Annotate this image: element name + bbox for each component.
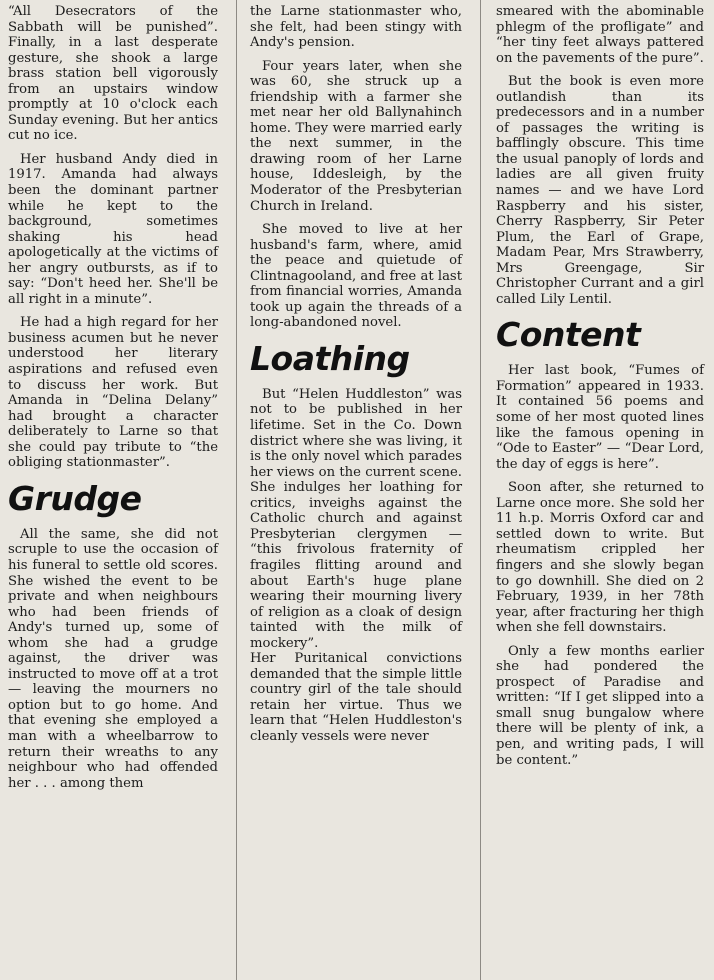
paragraph: He had a high regard for her business acumen but he never understood her literary aspirations and refused even to discuss her work. But Amanda in “Delina Delany” had brought a character deliberately to Larne so that she could pay tribute to “the obliging stationmaster”. [8,315,218,471]
column-rule [236,0,237,980]
paragraph: But the book is even more outlandish than its predecessors and in a number of passages the writing is bafflingly obscure. This time the usual panoply of lords and ladies are all given fruity names — and we have Lord Raspberry and his sister, Cherry Raspberry, Sir Peter Plum, the Earl of Grape, Madam Pear, Mrs Strawberry, Mrs Greengage, Sir Christopher Currant and a girl called Lily Lentil. [496,74,704,307]
paragraph: smeared with the abominable phlegm of the profligate” and “her tiny feet always pattered on the pavements of the pure”. [496,4,704,66]
section-heading-grudge: Grudge [8,478,142,518]
paragraph: Soon after, she returned to Larne once more. She sold her 11 h.p. Morris Oxford car and settled down to write. But rheumatism crippled her fingers and she slowly began to go downhill. She died on 2 February, 1939, in her 78th year, after fracturing her thigh when she fell downstairs. [496,480,704,636]
column-3 [496,4,704,776]
paragraph: Four years later, when she was 60, she struck up a friendship with a farmer she met near her old Ballynahinch home. They were married early the next summer, in the drawing room of her Larne house, Iddesleigh, by the Moderator of the Presbyterian Church in Ireland. [250,58,462,214]
column-1 [8,4,218,799]
paragraph: Only a few months earlier she had pondered the prospect of Paradise and written: “If I get slipped into a small snug bungalow where there will be plenty of ink, a pen, and writing pads, I will be content.” [496,643,704,768]
paragraph: But “Helen Huddleston” was not to be published in her lifetime. Set in the Co. Down district where she was living, it is the only novel which parades her views on the current scene. She indulges her loathing for critics, inveighs against the Catholic church and against Presbyterian clergymen — “this frivolous fraternity of fragiles flitting around and about Earth's huge plane wearing their mourning livery of religion as a cloak of design tainted with the milk of mockery”. [250,386,462,651]
section-heading-loathing: Loathing [250,338,410,378]
paragraph: She moved to live at her husband's farm, where, amid the peace and quietude of Clintnagooland, and free at last from financial worries, Amanda took up again the threads of a long-abandoned novel. [250,222,462,331]
paragraph: Her husband Andy died in 1917. Amanda had always been the dominant partner while he kept to the background, sometimes shaking his head apologetically at the victims of her angry outbursts, as if to say: “Don't heed her. She'll be all right in a minute”. [8,151,218,307]
column-rule [480,0,481,980]
paragraph: “All Desecrators of the Sabbath will be punished”. Finally, in a last desperate gesture, she shook a large brass station bell vigorously from an upstairs window promptly at 10 o'clock each Sunday evening. But her antics cut no ice. [8,4,218,144]
column-2 [250,4,462,753]
paragraph: Her Puritanical convictions demanded that the simple little country girl of the tale should retain her virtue. Thus we learn that “Helen Huddleston's cleanly vessels were never [250,651,462,744]
paragraph: Her last book, “Fumes of Formation” appeared in 1933. It contained 56 poems and some of her most quoted lines like the famous opening in “Ode to Easter” — “Dear Lord, the day of eggs is here”. [496,363,704,472]
paragraph: All the same, she did not scruple to use the occasion of his funeral to settle old scores. She wished the event to be private and when neighbours who had been friends of Andy's turned up, some of whom she had a grudge against, the driver was instructed to move off at a trot — leaving the mourners no option but to go home. And that evening she employed a man with a wheelbarrow to return their wreaths to any neighbour who had offended her . . . among them [8,526,218,791]
section-heading-content: Content [496,315,641,355]
paragraph: the Larne stationmaster who, she felt, had been stingy with Andy's pension. [250,4,462,51]
